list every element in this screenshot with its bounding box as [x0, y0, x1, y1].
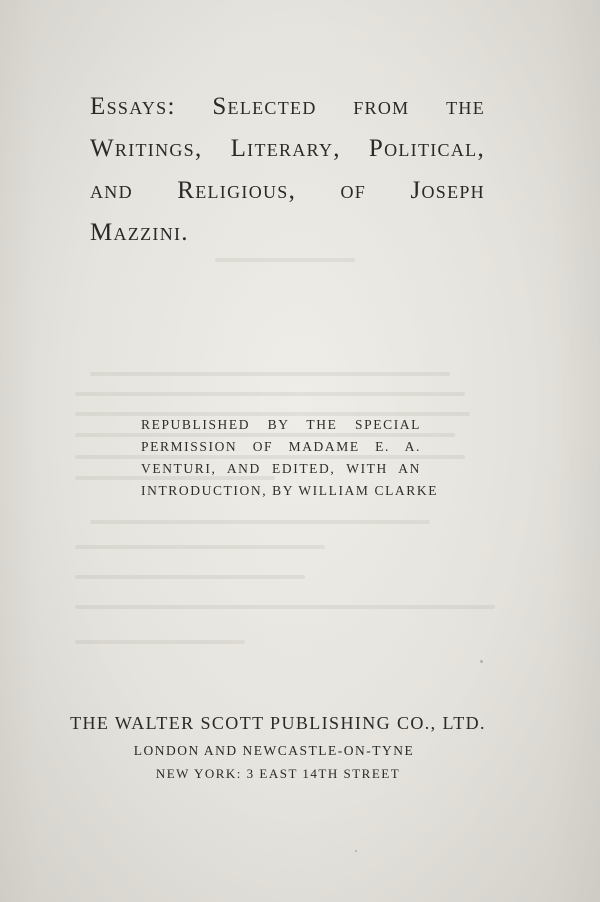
- paper-speck: [480, 660, 483, 663]
- edition-note-line-1: REPUBLISHED BY THE SPECIAL: [141, 417, 421, 432]
- edition-note: [141, 414, 439, 502]
- publisher-cities: LONDON AND NEWCASTLE-ON-TYNE: [133, 743, 415, 758]
- title-line-3: and Religious, of Joseph: [90, 177, 485, 204]
- edition-note-line-4: INTRODUCTION, BY WILLIAM CLARKE: [141, 483, 439, 498]
- title-line-1: Essays: Selected from the: [90, 93, 485, 120]
- title-line-4: Mazzini.: [90, 219, 189, 246]
- edition-note-line-3: VENTURI, AND EDITED, WITH AN: [141, 461, 421, 476]
- title-line-2: Writings, Literary, Political,: [90, 135, 485, 162]
- paper-speck: [355, 850, 357, 852]
- edition-note-line-2: PERMISSION OF MADAME E. A.: [141, 439, 421, 454]
- publisher-address: NEW YORK: 3 EAST 14TH STREET: [155, 766, 401, 781]
- book-title: [90, 86, 485, 254]
- publisher-name: THE WALTER SCOTT PUBLISHING CO., LTD.: [70, 713, 486, 733]
